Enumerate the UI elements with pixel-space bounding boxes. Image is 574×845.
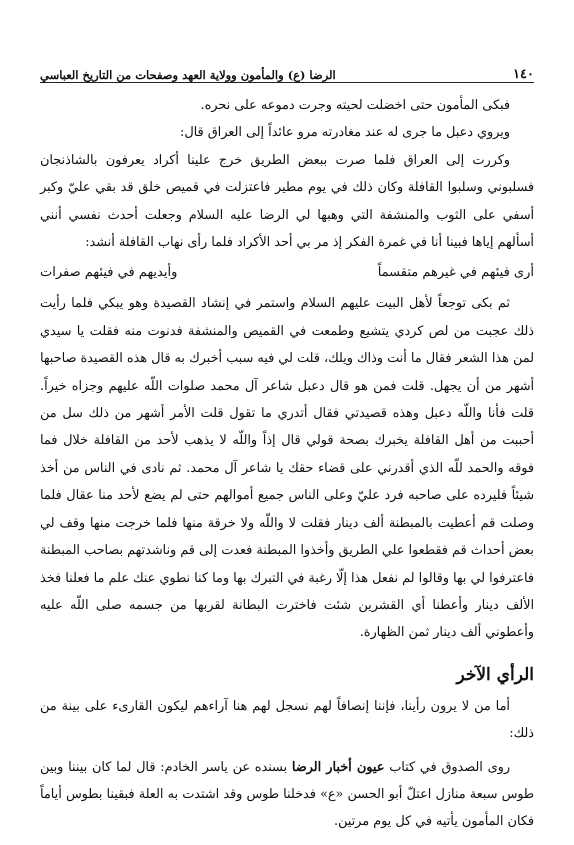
page-body (40, 92, 534, 836)
running-title: الرضا (ع) والمأمون وولاية العهد وصفحات من التاريخ العباسي (40, 68, 336, 82)
text-run: بسنده عن ياسر الخادم: قال لما كان بيننا وبين طوس سبعة منازل اعتلّ أبو الحسن «ع» فدخلنا طوس وقد اشتدت به العلة فبقينا بطوس أياماً فكان المأمون يأتيه في كل يوم مرتين. (40, 759, 534, 830)
paragraph: ويروي دعبل ما جرى له عند مغادرته مرو عائداً إلى العراق قال: (180, 125, 510, 141)
paragraph-last (40, 754, 534, 836)
poem-verse (40, 258, 534, 288)
paragraph: أما من لا يرون رأينا، فإننا إنصافاً لهم نسجل لهم هنا آراءهم ليكون القارىء على بينة من ذلك: (40, 698, 534, 742)
paragraph: وكررت إلى العراق فلما صرت ببعض الطريق خرج علينا أكراد يعرفون بالشاذنجان فسلبوني وسلبوا القافلة وكان ذلك في يوم مطير فاعتزلت في قميص خلق قد بقي عليّ وكبر أسفي على الثوب والمنشفة التي وهبها لي الرضا عليه السلام وجعلت أحدث نفسي أنني أسألهم إياها فبينا أنا في غمرة الفكر إذ مر بي أحد الأكراد فلما رأى نهاب القافلة أنشد: (40, 152, 534, 251)
paragraph: ثم بكى توجعاً لأهل البيت عليهم السلام واستمر في إنشاد القصيدة وهو يبكي فلما رأيت ذلك عجبت من لص كردي يتشيع وطمعت في القميص والمنشفة فدنوت منه فقلت يا سيدي لمن هذا الشعر فقال ما أنت وذاك ويلك، قلت لي فيه سبب أخبرك به قال هذه القصيدة صاحبها أشهر من أن يجهل. قلت فمن هو قال دعبل شاعر آل محمد صلوات اللّه عليهم وجزاه خيراً. قلت فأنا واللّه دعبل وهذه قصيدتي فقال أتدري ما تقول قلت الأمر أشهر من ذلك سل من أحببت من أهل القافلة يخبرك بصحة قولي قال إذاً واللّه لا يذهب لأحد من القافلة خلال فما فوقه والحمد للّه الذي أقدرني على قضاء حقك يا شاعر آل محمد. ثم نادى في الناس من أخذ شيئاً فليرده على صاحبه فرد عليّ وعلى الناس جميع أموالهم حتى لم يضع لأحد منا عقال فلما وصلت قم أعطيت بالمبطنة ألف دينار فقلت لا واللّه ولا خرقة منها فلما خرجت منها وقف لي بعض أحداث قم فقطعوا علي الطريق وأخذوا المبطنة فعدت إلى قم وناشدتهم بصاحب المبطنة فاعترفوا لي بها وقالوا لم نفعل هذا إلّا رغبة في التبرك بها وما كنا نطوي عنك علم ما فعلنا فخذ الألف دينار وأعطنا أي القشرين شئت فاخترت البطانة لقربها من جسمه صلى اللّه عليه وأعطوني ألف دينار ثمن الظهارة. (40, 296, 534, 641)
book-title: عيون أخبار الرضا (291, 759, 385, 775)
poem-hemistich-first: أرى فيئهم في غيرهم متقسماً (377, 265, 534, 281)
paragraph: فبكى المأمون حتى اخضلت لحيته وجرت دموعه على نحره. (200, 98, 510, 113)
section-title: الرأي الآخر (456, 664, 534, 685)
running-header (40, 60, 534, 83)
text-run: روى الصدوق في كتاب (389, 759, 510, 775)
page-number: ١٤٠ (513, 67, 534, 82)
poem-hemistich-second: وأيديهم في فيئهم صفرات (40, 265, 178, 281)
